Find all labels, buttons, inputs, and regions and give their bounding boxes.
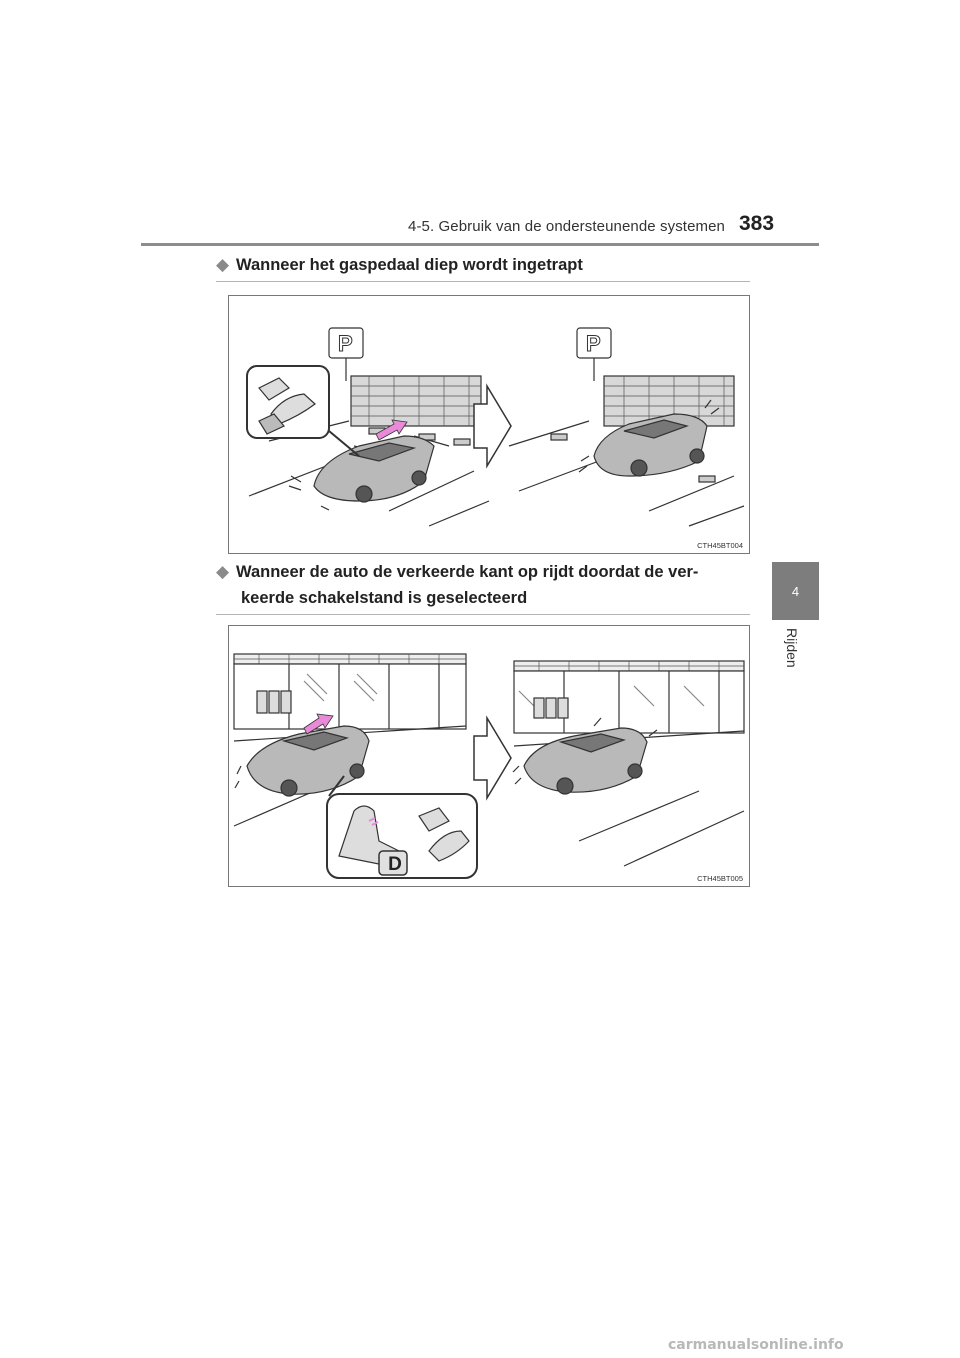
car-left	[314, 436, 434, 501]
figure-code: CTH45BT004	[697, 541, 743, 550]
svg-text:P: P	[586, 331, 601, 356]
chapter-tab[interactable]	[772, 562, 819, 620]
illustration-store-front-collision	[229, 626, 749, 886]
page-number: 383	[739, 212, 775, 235]
svg-text:P: P	[338, 331, 353, 356]
figure-code: CTH45BT005	[697, 874, 743, 883]
figure-wrong-shift-position	[228, 625, 750, 887]
illustration-parking-wall-collision	[229, 296, 749, 553]
header-rule	[141, 243, 819, 246]
figure-accelerator-pressed	[228, 295, 750, 554]
diamond-bullet-icon: ◆	[216, 255, 230, 274]
diamond-bullet-icon: ◆	[216, 562, 230, 581]
chapter-number: 4	[791, 583, 800, 599]
section-heading-text: Wanneer het gaspedaal diep wordt ingetrapt	[236, 256, 583, 274]
section-heading-text-line2: keerde schakelstand is geselecteerd	[241, 589, 528, 607]
brick-wall-left	[351, 376, 481, 426]
section-heading-text-line1: Wanneer de auto de verkeerde kant op rijdt doordat de ver-	[236, 563, 699, 581]
chapter-label: Rijden	[784, 628, 800, 668]
header-section-title: 4-5. Gebruik van de ondersteunende systemen	[408, 218, 725, 235]
transition-arrow-icon-2	[474, 718, 511, 798]
section-heading-accelerator	[216, 252, 750, 282]
gear-d-label: D	[388, 854, 402, 875]
watermark: carmanualsonline.info	[668, 1337, 844, 1353]
section-heading-wrong-gear	[216, 559, 750, 615]
